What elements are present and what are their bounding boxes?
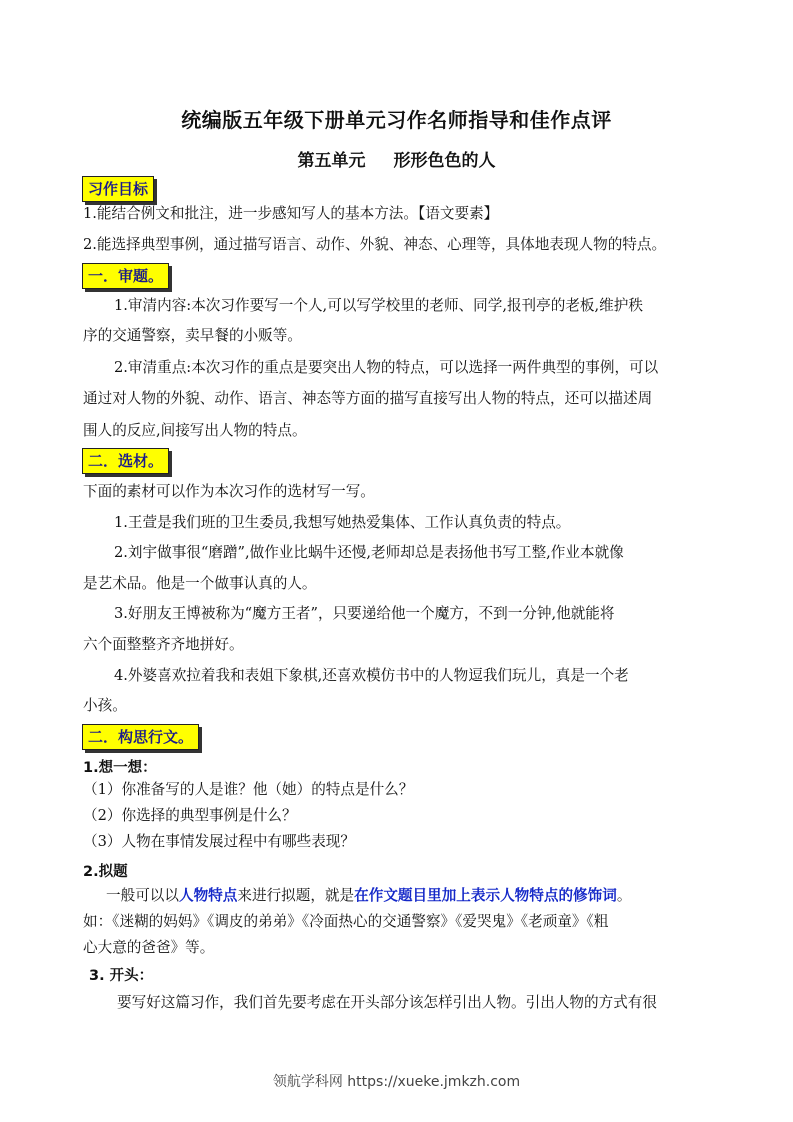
examples-line1: 如：《迷糊的妈妈》《调皮的弟弟》《冷面热心的交通警察》《爱哭鬼》《老顽童》《粗 (83, 913, 609, 930)
title-paragraph-text-c: 来进行拟题，就是 (237, 887, 355, 904)
section3-heading: 二．构思行文。 (82, 724, 199, 750)
section1-p2-line1: 2.审清重点:本次习作的重点是要突出人物的特点，可以选择一两件典型的事例，可以 (114, 359, 659, 376)
question-1: （1）你准备写的人是谁？他（她）的特点是什么？ (83, 781, 414, 798)
document-title: 统编版五年级下册单元习作名师指导和佳作点评 (181, 108, 612, 132)
title-paragraph-text-a: 一般可以以 (106, 887, 179, 904)
opening-paragraph: 要写好这篇习作，我们首先要考虑在开头部分该怎样引出人物。引出人物的方式有很 (117, 994, 657, 1011)
title-heading: 2.拟题 (83, 864, 128, 880)
material-item-4-line1: 4.外婆喜欢拉着我和表姐下象棋,还喜欢模仿书中的人物逗我们玩儿，真是一个老 (114, 667, 629, 684)
highlight-person-trait: 人物特点 (178, 887, 238, 904)
material-item-3-line1: 3.好朋友王博被称为“魔方王者”，只要递给他一个魔方，不到一分钟,他就能将 (114, 605, 615, 622)
title-paragraph (106, 886, 631, 906)
goal-item-1: 1.能结合例文和批注，进一步感知写人的基本方法。【语文要素】 (83, 205, 499, 222)
goal-item-2: 2.能选择典型事例，通过描写语言、动作、外貌、神态、心理等，具体地表现人物的特点。 (83, 236, 667, 253)
highlight-modifier-note: 在作文题目里加上表示人物特点的修饰词 (354, 887, 617, 904)
footer-watermark: 领航学科网 https://xueke.jmkzh.com (272, 1074, 521, 1090)
section1-p1-line1: 1.审清内容:本次习作要写一个人,可以写学校里的老师、同学,报刊亭的老板,维护秩 (114, 297, 643, 314)
section2-heading: 二．选材。 (82, 448, 169, 474)
material-item-1: 1.王萱是我们班的卫生委员,我想写她热爱集体、工作认真负责的特点。 (114, 514, 571, 531)
goals-heading: 习作目标 (82, 176, 154, 202)
title-paragraph-text-e: 。 (616, 887, 632, 904)
unit-label: 第五单元 (297, 151, 366, 171)
section2-intro: 下面的素材可以作为本次习作的选材写一写。 (83, 483, 375, 500)
unit-name: 形形色色的人 (393, 151, 496, 171)
opening-heading: 3. 开头： (89, 968, 154, 984)
section1-p1-line2: 序的交通警察，卖早餐的小贩等。 (83, 327, 302, 344)
material-item-2-line2: 是艺术品。他是一个做事认真的人。 (83, 575, 317, 592)
examples-line2: 心大意的爸爸》等。 (83, 939, 215, 956)
unit-title (0, 146, 793, 171)
question-3: （3）人物在事情发展过程中有哪些表现？ (83, 833, 355, 850)
question-2: （2）你选择的典型事例是什么？ (83, 807, 297, 824)
material-item-4-line2: 小孩。 (83, 697, 127, 714)
section1-p2-line2: 通过对人物的外貌、动作、语言、神态等方面的描写直接写出人物的特点，还可以描述周 (83, 390, 653, 407)
section1-heading: 一．审题。 (82, 263, 169, 289)
material-item-3-line2: 六个面整整齐齐地拼好。 (83, 636, 244, 653)
think-heading: 1.想一想： (83, 760, 157, 776)
material-item-2-line1: 2.刘宇做事很“磨蹭”,做作业比蜗牛还慢,老师却总是表扬他书写工整,作业本就像 (114, 544, 624, 561)
section1-p2-line3: 围人的反应,间接写出人物的特点。 (83, 422, 307, 439)
